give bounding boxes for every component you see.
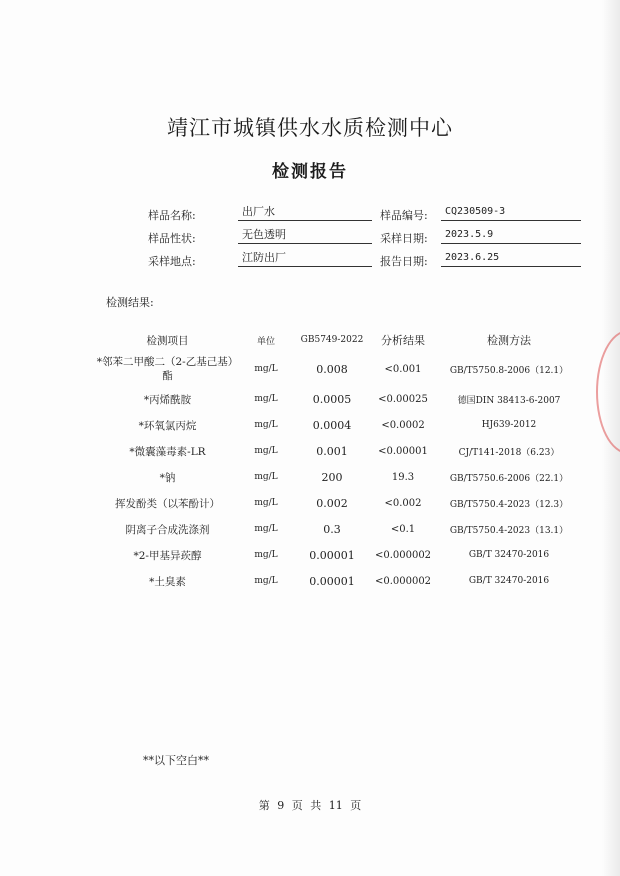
- header-method: 检测方法: [487, 334, 531, 347]
- report-title: 检测报告: [272, 162, 348, 182]
- cell-item: *环氧氯丙烷: [138, 419, 197, 432]
- table-row: [95, 352, 584, 386]
- sampling-date-label: 采样日期:: [380, 232, 428, 245]
- sampling-location-label: 采样地点:: [148, 255, 196, 268]
- cell-method: 德国DIN 38413-6-2007: [457, 395, 561, 406]
- cell-item: *丙烯酰胺: [143, 393, 192, 406]
- cell-result: <0.0002: [381, 419, 425, 431]
- cell-item: *微囊藻毒素-LR: [129, 445, 206, 458]
- table-row: [95, 412, 584, 438]
- cell-method: GB/T 32470-2016: [468, 576, 550, 586]
- cell-standard: 0.00001: [309, 548, 355, 562]
- cell-standard: 0.3: [323, 522, 341, 536]
- header-standard: GB5749-2022: [300, 335, 364, 345]
- sample-id-label: 样品编号:: [380, 209, 428, 222]
- table-row: [95, 568, 584, 594]
- table-row: [95, 516, 584, 542]
- cell-standard: 0.0004: [312, 418, 352, 432]
- cell-unit: mg/L: [254, 364, 278, 374]
- sample-name-value: 出厂水: [238, 205, 372, 221]
- sample-name-label: 样品名称:: [148, 209, 196, 222]
- cell-standard: 0.008: [316, 362, 348, 376]
- results-heading: 检测结果:: [106, 296, 154, 309]
- results-table: [95, 328, 584, 594]
- cell-result: <0.002: [384, 497, 422, 509]
- cell-unit: mg/L: [254, 498, 278, 508]
- sample-id-value: CQ230509-3: [441, 205, 581, 221]
- cell-method: GB/T 32470-2016: [468, 550, 550, 560]
- cell-method: GB/T5750.4-2023（13.1）: [449, 525, 569, 536]
- table-header-row: [95, 328, 584, 352]
- table-row: [95, 438, 584, 464]
- cell-method: GB/T5750.8-2006（12.1）: [449, 365, 569, 376]
- cell-item: *钠: [159, 471, 176, 484]
- cell-item: *邻苯二甲酸二（2-乙基己基）酯: [96, 356, 239, 382]
- cell-unit: mg/L: [254, 472, 278, 482]
- cell-standard: 0.002: [316, 496, 348, 510]
- cell-method: GB/T5750.6-2006（22.1）: [449, 473, 569, 484]
- report-date-label: 报告日期:: [380, 255, 428, 268]
- table-row: [95, 386, 584, 412]
- cell-result: <0.00025: [378, 393, 428, 405]
- cell-unit: mg/L: [254, 446, 278, 456]
- sampling-date-value: 2023.5.9: [441, 228, 581, 244]
- cell-result: <0.1: [390, 523, 416, 535]
- cell-item: *土臭素: [149, 575, 186, 588]
- cell-standard: 0.0005: [312, 392, 352, 406]
- cell-item: 挥发酚类（以苯酚计）: [115, 497, 220, 510]
- sample-property-label: 样品性状:: [148, 232, 196, 245]
- red-seal-fragment: [596, 330, 620, 454]
- cell-result: <0.000002: [374, 575, 432, 587]
- cell-unit: mg/L: [254, 420, 278, 430]
- cell-standard: 0.001: [316, 444, 348, 458]
- cell-unit: mg/L: [254, 576, 278, 586]
- cell-method: GB/T5750.4-2023（12.3）: [449, 499, 569, 510]
- cell-result: 19.3: [391, 471, 415, 483]
- table-row: [95, 464, 584, 490]
- header-result: 分析结果: [381, 334, 425, 347]
- cell-standard: 0.00001: [309, 574, 355, 588]
- cell-unit: mg/L: [254, 524, 278, 534]
- sampling-location-value: 江防出厂: [238, 251, 372, 267]
- cell-result: <0.001: [384, 363, 422, 375]
- report-date-value: 2023.6.25: [441, 251, 581, 267]
- cell-result: <0.000002: [374, 549, 432, 561]
- cell-method: HJ639-2012: [481, 420, 537, 430]
- cell-unit: mg/L: [254, 394, 278, 404]
- cell-result: <0.00001: [378, 445, 428, 457]
- header-item: 检测项目: [146, 334, 189, 347]
- blank-below-note: **以下空白**: [143, 754, 209, 767]
- cell-unit: mg/L: [254, 550, 278, 560]
- organization-title: 靖江市城镇供水水质检测中心: [167, 116, 453, 140]
- header-unit: 单位: [256, 336, 275, 347]
- table-row: [95, 490, 584, 516]
- cell-method: CJ/T141-2018（6.23）: [458, 447, 560, 458]
- cell-item: *2-甲基异莰醇: [133, 549, 202, 562]
- cell-standard: 200: [321, 470, 343, 484]
- page-number: 第 9 页 共 11 页: [258, 799, 362, 812]
- cell-item: 阴离子合成洗涤剂: [125, 523, 210, 536]
- table-row: [95, 542, 584, 568]
- sample-property-value: 无色透明: [238, 228, 372, 244]
